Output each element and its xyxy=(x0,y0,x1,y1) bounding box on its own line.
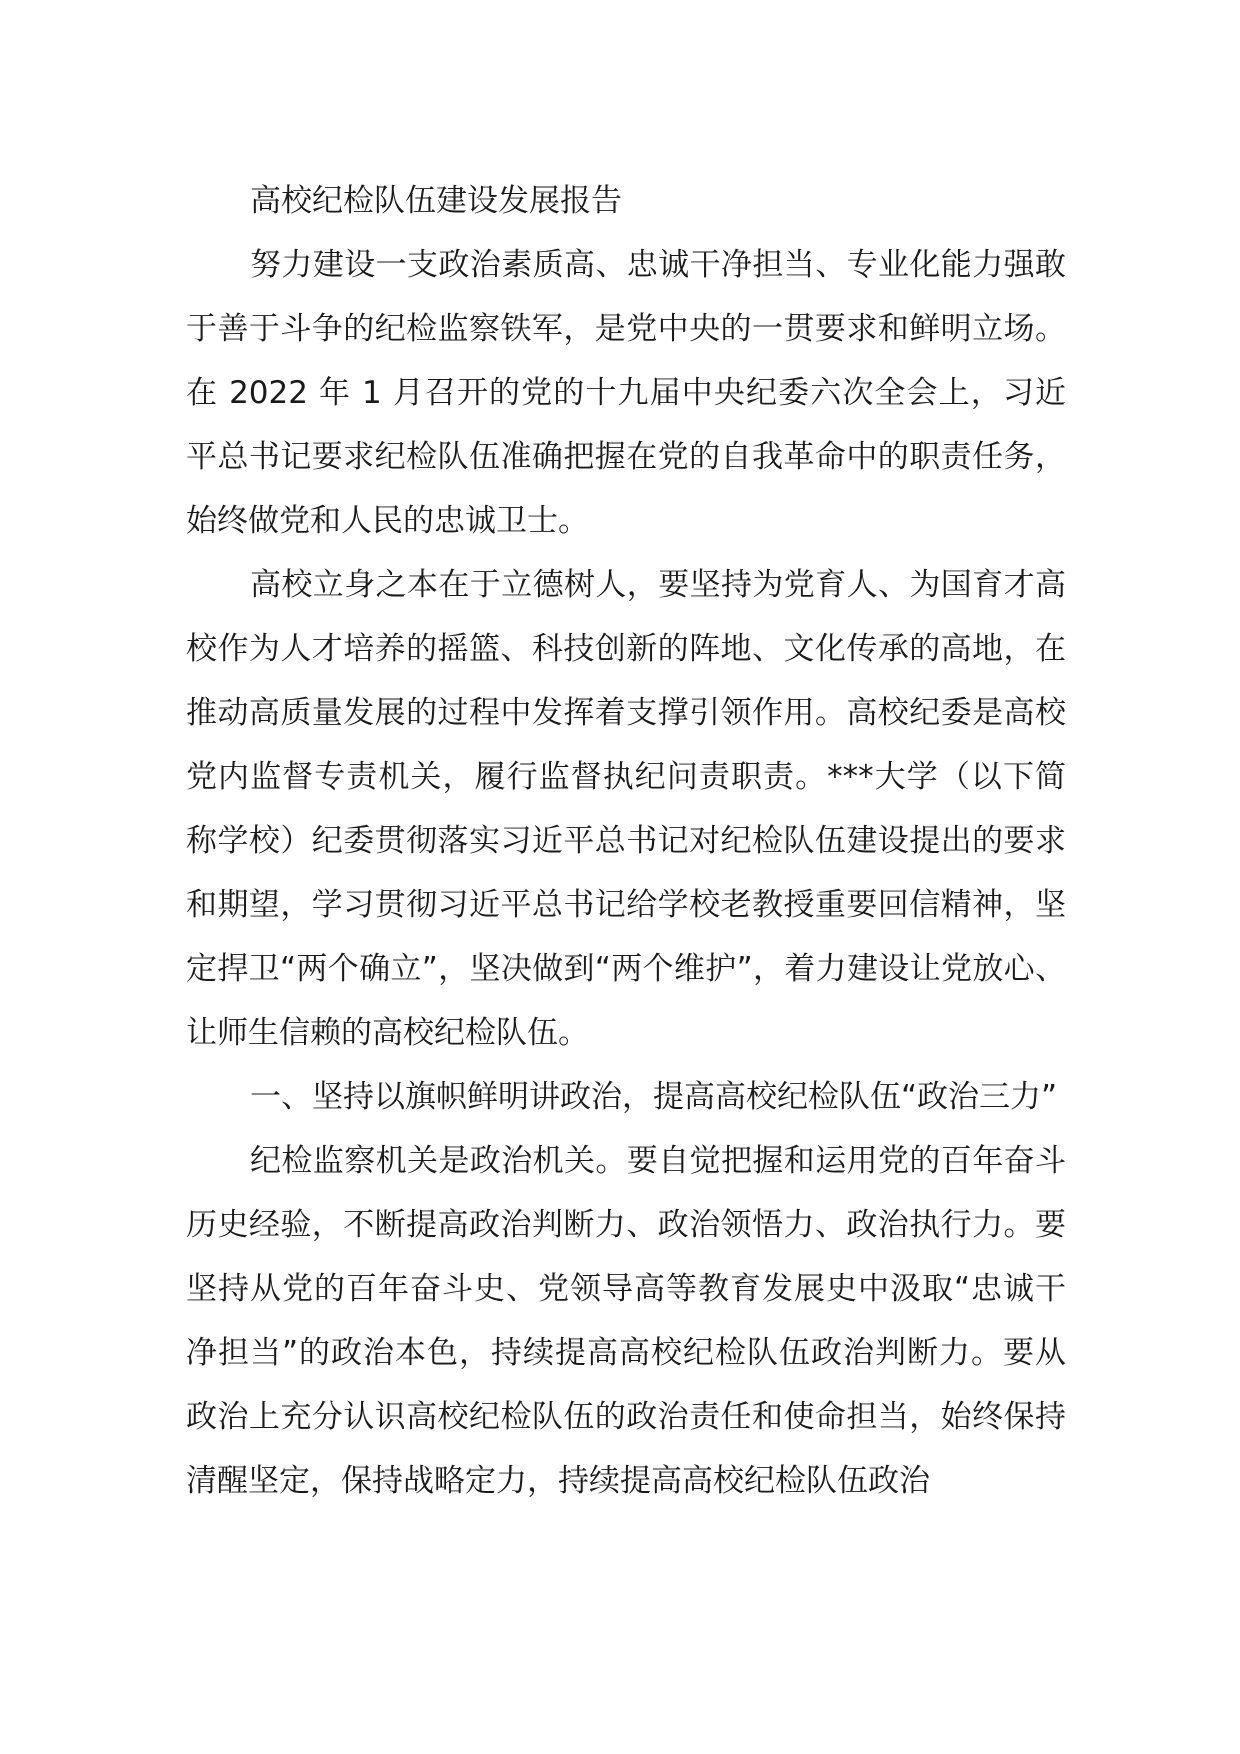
section-heading-1: 一、坚持以旗帜鲜明讲政治，提高高校纪检队伍“政治三力” xyxy=(250,1079,1058,1115)
document-body xyxy=(186,169,1066,1513)
paragraph-2: 高校立身之本在于立德树人，要坚持为党育人、为国育才高校作为人才培养的摇篮、科技创新的阵地、文化传承的高地，在推动高质量发展的过程中发挥着支撑引领作用。高校纪委是高校党内监督专责机关，履行监督执纪问责职责。***大学（以下简称学校）纪委贯彻落实习近平总书记对纪检队伍建设提出的要求和期望，学习贯彻习近平总书记给学校老教授重要回信精神，坚定捍卫“两个确立”，坚决做到“两个维护”，着力建设让党放心、让师生信赖的高校纪检队伍。 xyxy=(186,567,1066,1051)
document-title: 高校纪检队伍建设发展报告 xyxy=(250,183,622,219)
paragraph-1: 努力建设一支政治素质高、忠诚干净担当、专业化能力强敢于善于斗争的纪检监察铁军，是党中央的一贯要求和鲜明立场。在 2022 年 1 月召开的党的十九届中央纪委六次全会上，习近平总书记要求纪检队伍准确把握在党的自我革命中的职责任务，始终做党和人民的忠诚卫士。 xyxy=(186,247,1066,539)
section-paragraph-1: 纪检监察机关是政治机关。要自觉把握和运用党的百年奋斗历史经验，不断提高政治判断力、政治领悟力、政治执行力。要坚持从党的百年奋斗史、党领导高等教育发展史中汲取“忠诚干净担当”的政治本色，持续提高高校纪检队伍政治判断力。要从政治上充分认识高校纪检队伍的政治责任和使命担当，始终保持清醒坚定，保持战略定力，持续提高高校纪检队伍政治 xyxy=(186,1143,1066,1499)
